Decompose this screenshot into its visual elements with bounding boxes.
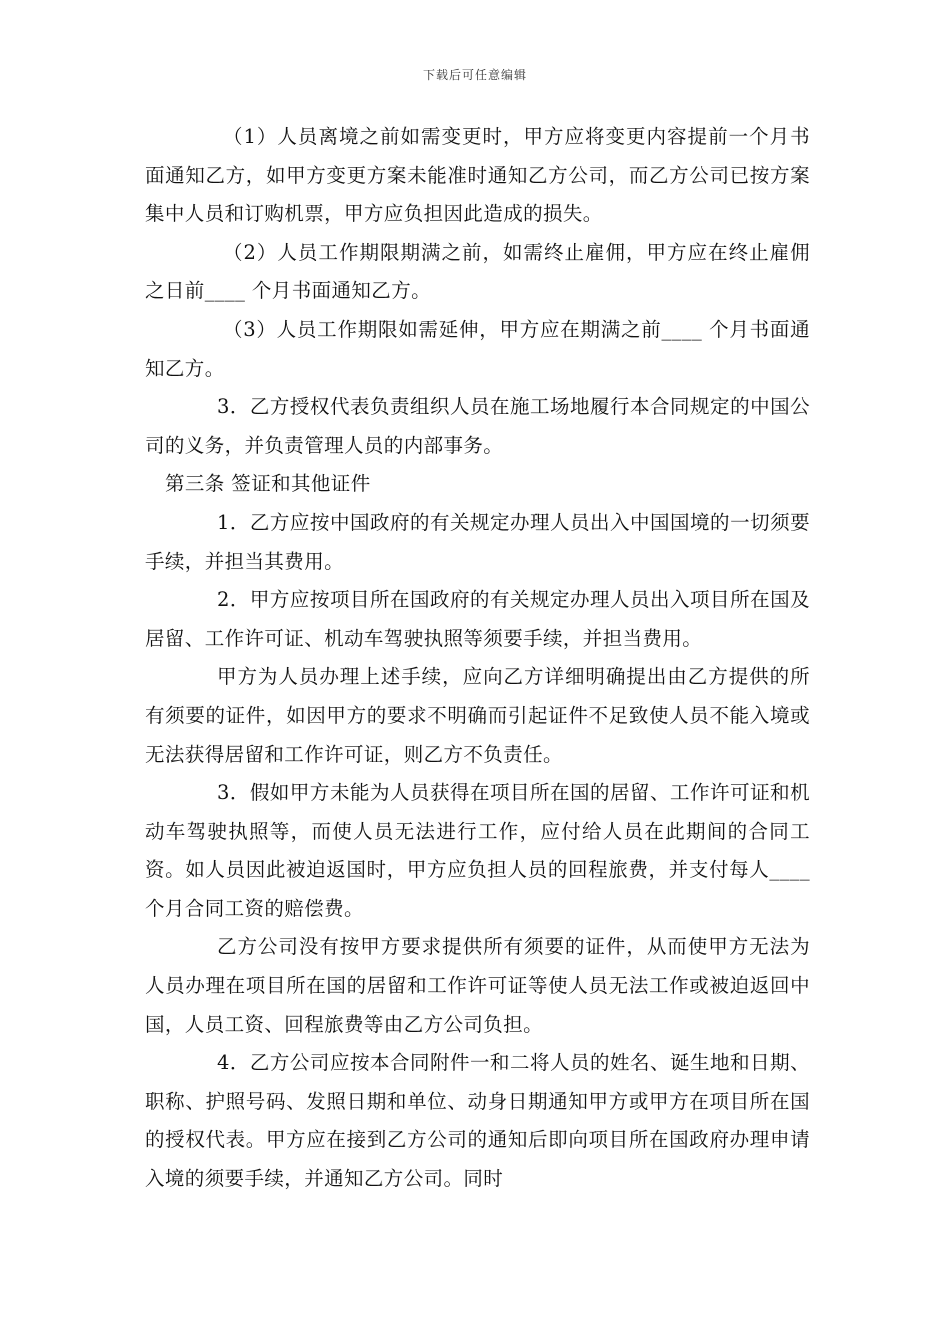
paragraph-visa-clause-1: 1．乙方应按中国政府的有关规定办理人员出入中国国境的一切须要手续，并担当其费用。 [145,510,810,573]
document-body [145,118,810,1199]
paragraph-clause-3: 3．乙方授权代表负责组织人员在施工场地履行本合同规定的中国公司的义务，并负责管理人员的内部事务。 [145,395,810,457]
paragraph-visa-clause-3: 3．假如甲方未能为人员获得在项目所在国的居留、工作许可证和机动车驾驶执照等，而使人员无法进行工作，应付给人员在此期间的合同工资。如人员因此被迫返国时，甲方应负担人员的回程旅费，并支付每人____个月合同工资的赔偿费。 [145,781,810,920]
paragraph-termination-notice: （2）人员工作期限期满之前，如需终止雇佣，甲方应在终止雇佣之日前____ 个月书面通知乙方。 [145,240,810,303]
paragraph-extension-notice: （3）人员工作期限如需延伸，甲方应在期满之前____ 个月书面通知乙方。 [145,317,810,380]
section-heading-article-3: 第三条 签证和其他证件 [165,472,371,496]
page-header: 下载后可任意编辑 [422,68,527,82]
paragraph-visa-clause-2: 2．甲方应按项目所在国政府的有关规定办理人员出入项目所在国及居留、工作许可证、机动车驾驶执照等须要手续，并担当费用。 [145,588,810,650]
paragraph-party-b-liability: 乙方公司没有按甲方要求提供所有须要的证件，从而使甲方无法为人员办理在项目所在国的居留和工作许可证等使人员无法工作或被迫返回中国，人员工资、回程旅费等由乙方公司负担。 [145,935,810,1036]
paragraph-change-notice: （1）人员离境之前如需变更时，甲方应将变更内容提前一个月书面通知乙方，如甲方变更方案未能准时通知乙方公司，而乙方公司已按方案集中人员和订购机票，甲方应负担因此造成的损失。 [145,125,810,226]
paragraph-document-requirements: 甲方为人员办理上述手续，应向乙方详细明确提出由乙方提供的所有须要的证件，如因甲方的要求不明确而引起证件不足致使人员不能入境或无法获得居留和工作许可证，则乙方不负责任。 [145,665,810,766]
paragraph-visa-clause-4: 4．乙方公司应按本合同附件一和二将人员的姓名、诞生地和日期、职称、护照号码、发照日期和单位、动身日期通知甲方或甲方在项目所在国的授权代表。甲方应在接到乙方公司的通知后即向项目所在国政府办理申请入境的须要手续，并通知乙方公司。同时 [145,1051,810,1191]
